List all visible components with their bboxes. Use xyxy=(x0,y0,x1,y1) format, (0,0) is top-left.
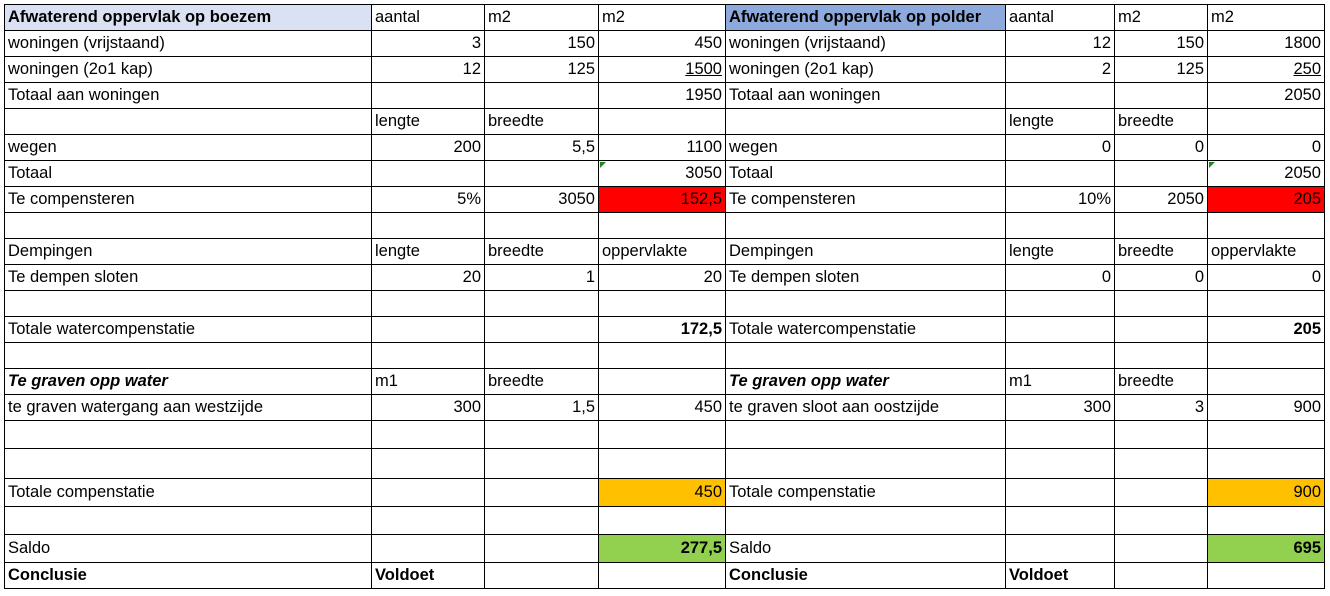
cell-boezem-col-b-row-9[interactable] xyxy=(372,213,485,239)
cell-polder-label-row-16[interactable] xyxy=(726,395,1006,421)
cell-polder-col-f-row-17[interactable] xyxy=(1006,421,1115,449)
cell-text: 5% xyxy=(457,190,481,209)
cell-polder-col-g-row-4[interactable] xyxy=(1115,83,1208,109)
cell-polder-col-g-row-1[interactable] xyxy=(1115,4,1208,31)
cell-polder-col-f-row-20[interactable] xyxy=(1006,507,1115,535)
cell-polder-col-g-row-11[interactable] xyxy=(1115,265,1208,291)
cell-text: woningen (2o1 kap) xyxy=(8,60,153,79)
cell-text: 1 xyxy=(585,268,595,287)
cell-polder-col-h-row-2[interactable] xyxy=(1208,31,1325,57)
cell-boezem-col-c-row-15[interactable] xyxy=(485,369,599,395)
cell-polder-col-h-row-4[interactable] xyxy=(1208,83,1325,109)
cell-polder-col-g-row-22[interactable] xyxy=(1115,563,1208,589)
cell-boezem-label-row-20[interactable] xyxy=(4,507,372,535)
cell-polder-col-f-row-16[interactable] xyxy=(1006,395,1115,421)
cell-text: 2050 xyxy=(1284,164,1321,183)
cell-boezem-label-row-15[interactable] xyxy=(4,369,372,395)
cell-boezem-col-c-row-20[interactable] xyxy=(485,507,599,535)
cell-boezem-col-c-row-2[interactable] xyxy=(485,31,599,57)
cell-text: lengte xyxy=(1009,112,1054,131)
cell-text: 150 xyxy=(567,34,595,53)
cell-text: Totale watercompenstatie xyxy=(8,320,196,339)
cell-boezem-col-d-row-15[interactable] xyxy=(599,369,726,395)
cell-boezem-col-d-row-12[interactable] xyxy=(599,291,726,317)
cell-text: Te compensteren xyxy=(729,190,856,209)
cell-boezem-col-b-row-13[interactable] xyxy=(372,317,485,343)
cell-boezem-label-row-4[interactable] xyxy=(4,83,372,109)
cell-boezem-col-c-row-19[interactable] xyxy=(485,479,599,507)
cell-text: Totaal xyxy=(729,164,774,183)
cell-polder-label-row-1[interactable] xyxy=(726,4,1006,31)
cell-boezem-col-d-row-22[interactable] xyxy=(599,563,726,589)
cell-text: aantal xyxy=(375,8,420,27)
cell-text: Voldoet xyxy=(1009,566,1069,585)
cell-polder-col-g-row-3[interactable] xyxy=(1115,57,1208,83)
cell-boezem-label-row-7[interactable] xyxy=(4,161,372,187)
cell-text: breedte xyxy=(488,112,544,131)
cell-polder-col-h-row-1[interactable] xyxy=(1208,4,1325,31)
cell-boezem-col-d-row-8[interactable] xyxy=(599,187,726,213)
cell-boezem-col-b-row-17[interactable] xyxy=(372,421,485,449)
cell-text: m2 xyxy=(602,8,625,27)
cell-polder-col-h-row-16[interactable] xyxy=(1208,395,1325,421)
cell-polder-col-g-row-7[interactable] xyxy=(1115,161,1208,187)
cell-text: Totaal aan woningen xyxy=(729,86,881,105)
cell-boezem-col-b-row-12[interactable] xyxy=(372,291,485,317)
cell-text: breedte xyxy=(1118,372,1174,391)
cell-boezem-col-c-row-13[interactable] xyxy=(485,317,599,343)
cell-boezem-col-b-row-1[interactable] xyxy=(372,4,485,31)
cell-text: lengte xyxy=(375,242,420,261)
cell-text: Dempingen xyxy=(729,242,814,261)
cell-boezem-col-d-row-7[interactable] xyxy=(599,161,726,187)
cell-text: 12 xyxy=(462,60,481,79)
cell-polder-label-row-21[interactable] xyxy=(726,535,1006,563)
cell-text: wegen xyxy=(729,138,778,157)
cell-text: 0 xyxy=(1311,268,1321,287)
cell-polder-col-g-row-20[interactable] xyxy=(1115,507,1208,535)
cell-text: Totale compenstatie xyxy=(729,483,876,502)
cell-text: 277,5 xyxy=(680,539,722,558)
cell-boezem-col-b-row-5[interactable] xyxy=(372,109,485,135)
cell-text: 3 xyxy=(1194,398,1204,417)
cell-boezem-label-row-14[interactable] xyxy=(4,343,372,369)
cell-polder-label-row-20[interactable] xyxy=(726,507,1006,535)
cell-text: 2050 xyxy=(1284,86,1321,105)
cell-boezem-label-row-21[interactable] xyxy=(4,535,372,563)
cell-text: 900 xyxy=(1293,398,1321,417)
cell-text: 1500 xyxy=(685,60,722,79)
cell-text: m2 xyxy=(1211,8,1234,27)
cell-text: te graven watergang aan westzijde xyxy=(8,398,263,417)
cell-text: lengte xyxy=(375,112,420,131)
cell-polder-col-h-row-14[interactable] xyxy=(1208,343,1325,369)
cell-boezem-col-b-row-19[interactable] xyxy=(372,479,485,507)
cell-text: m1 xyxy=(1009,372,1032,391)
cell-text: 3 xyxy=(471,34,481,53)
comment-marker-icon xyxy=(600,162,606,168)
cell-text: Voldoet xyxy=(375,566,435,585)
cell-text: Te graven opp water xyxy=(729,372,889,391)
cell-text: 450 xyxy=(694,34,722,53)
cell-text: wegen xyxy=(8,138,57,157)
cell-boezem-col-b-row-15[interactable] xyxy=(372,369,485,395)
cell-boezem-col-b-row-7[interactable] xyxy=(372,161,485,187)
cell-boezem-col-d-row-9[interactable] xyxy=(599,213,726,239)
cell-text: 2 xyxy=(1101,60,1111,79)
cell-polder-label-row-2[interactable] xyxy=(726,31,1006,57)
cell-polder-col-h-row-18[interactable] xyxy=(1208,449,1325,479)
cell-polder-col-f-row-3[interactable] xyxy=(1006,57,1115,83)
cell-polder-label-row-7[interactable] xyxy=(726,161,1006,187)
cell-text: 0 xyxy=(1311,138,1321,157)
cell-polder-col-f-row-12[interactable] xyxy=(1006,291,1115,317)
cell-text: 125 xyxy=(567,60,595,79)
cell-boezem-col-c-row-1[interactable] xyxy=(485,4,599,31)
cell-polder-col-h-row-20[interactable] xyxy=(1208,507,1325,535)
cell-text: 1,5 xyxy=(572,398,595,417)
cell-polder-col-f-row-9[interactable] xyxy=(1006,213,1115,239)
cell-boezem-col-c-row-11[interactable] xyxy=(485,265,599,291)
cell-boezem-col-b-row-22[interactable] xyxy=(372,563,485,589)
cell-text: 300 xyxy=(1083,398,1111,417)
cell-text: 172,5 xyxy=(680,320,722,339)
cell-boezem-col-b-row-21[interactable] xyxy=(372,535,485,563)
cell-boezem-col-c-row-8[interactable] xyxy=(485,187,599,213)
cell-boezem-col-b-row-18[interactable] xyxy=(372,449,485,479)
cell-boezem-col-c-row-12[interactable] xyxy=(485,291,599,317)
cell-polder-col-h-row-8[interactable] xyxy=(1208,187,1325,213)
cell-text: breedte xyxy=(1118,112,1174,131)
cell-text: m2 xyxy=(488,8,511,27)
cell-boezem-label-row-10[interactable] xyxy=(4,239,372,265)
cell-text: woningen (vrijstaand) xyxy=(8,34,165,53)
cell-boezem-label-row-6[interactable] xyxy=(4,135,372,161)
cell-text: m1 xyxy=(375,372,398,391)
cell-text: Conclusie xyxy=(729,566,808,585)
cell-polder-label-row-4[interactable] xyxy=(726,83,1006,109)
cell-polder-label-row-9[interactable] xyxy=(726,213,1006,239)
cell-polder-col-h-row-6[interactable] xyxy=(1208,135,1325,161)
cell-polder-col-h-row-7[interactable] xyxy=(1208,161,1325,187)
cell-boezem-col-d-row-16[interactable] xyxy=(599,395,726,421)
cell-polder-col-h-row-12[interactable] xyxy=(1208,291,1325,317)
cell-polder-col-g-row-5[interactable] xyxy=(1115,109,1208,135)
cell-polder-col-g-row-21[interactable] xyxy=(1115,535,1208,563)
cell-polder-col-g-row-17[interactable] xyxy=(1115,421,1208,449)
cell-text: 250 xyxy=(1293,60,1321,79)
cell-text: Dempingen xyxy=(8,242,93,261)
cell-text: 300 xyxy=(453,398,481,417)
cell-boezem-col-d-row-11[interactable] xyxy=(599,265,726,291)
cell-text: oppervlakte xyxy=(602,242,688,261)
cell-text: Te graven opp water xyxy=(8,372,168,391)
cell-boezem-col-c-row-21[interactable] xyxy=(485,535,599,563)
cell-boezem-col-d-row-10[interactable] xyxy=(599,239,726,265)
cell-text: 695 xyxy=(1293,539,1321,558)
cell-boezem-col-c-row-10[interactable] xyxy=(485,239,599,265)
cell-text: 450 xyxy=(694,483,722,502)
cell-polder-col-f-row-21[interactable] xyxy=(1006,535,1115,563)
cell-text: Totaal aan woningen xyxy=(8,86,160,105)
cell-text: 0 xyxy=(1101,268,1111,287)
cell-polder-col-f-row-2[interactable] xyxy=(1006,31,1115,57)
cell-polder-col-h-row-9[interactable] xyxy=(1208,213,1325,239)
cell-text: 1800 xyxy=(1284,34,1321,53)
cell-polder-col-g-row-10[interactable] xyxy=(1115,239,1208,265)
cell-boezem-label-row-8[interactable] xyxy=(4,187,372,213)
cell-boezem-col-b-row-20[interactable] xyxy=(372,507,485,535)
cell-text: te graven sloot aan oostzijde xyxy=(729,398,940,417)
cell-boezem-col-b-row-8[interactable] xyxy=(372,187,485,213)
cell-text: 0 xyxy=(1194,268,1204,287)
cell-polder-label-row-22[interactable] xyxy=(726,563,1006,589)
cell-text: Afwaterend oppervlak op polder xyxy=(729,8,982,27)
cell-text: 20 xyxy=(703,268,722,287)
cell-boezem-col-b-row-16[interactable] xyxy=(372,395,485,421)
cell-polder-label-row-6[interactable] xyxy=(726,135,1006,161)
cell-boezem-col-d-row-20[interactable] xyxy=(599,507,726,535)
cell-text: 1100 xyxy=(686,138,722,157)
cell-polder-col-g-row-6[interactable] xyxy=(1115,135,1208,161)
cell-boezem-col-b-row-11[interactable] xyxy=(372,265,485,291)
cell-polder-col-f-row-7[interactable] xyxy=(1006,161,1115,187)
cell-text: Totale compenstatie xyxy=(8,483,155,502)
cell-polder-label-row-5[interactable] xyxy=(726,109,1006,135)
cell-text: Te dempen sloten xyxy=(729,268,860,287)
cell-text: 1950 xyxy=(685,86,722,105)
cell-text: 5,5 xyxy=(572,138,595,157)
cell-text: 900 xyxy=(1293,483,1321,502)
cell-boezem-label-row-2[interactable] xyxy=(4,31,372,57)
cell-text: 205 xyxy=(1293,320,1321,339)
cell-text: 12 xyxy=(1092,34,1111,53)
cell-polder-col-h-row-13[interactable] xyxy=(1208,317,1325,343)
cell-polder-col-f-row-18[interactable] xyxy=(1006,449,1115,479)
cell-polder-col-h-row-3[interactable] xyxy=(1208,57,1325,83)
cell-boezem-label-row-22[interactable] xyxy=(4,563,372,589)
cell-boezem-col-d-row-4[interactable] xyxy=(599,83,726,109)
cell-text: breedte xyxy=(488,372,544,391)
cell-polder-label-row-12[interactable] xyxy=(726,291,1006,317)
cell-text: 0 xyxy=(1101,138,1111,157)
cell-text: Saldo xyxy=(729,539,772,558)
cell-text: 10% xyxy=(1077,190,1111,209)
cell-text: Te compensteren xyxy=(8,190,135,209)
cell-text: Afwaterend oppervlak op boezem xyxy=(8,8,272,27)
cell-boezem-col-b-row-14[interactable] xyxy=(372,343,485,369)
cell-boezem-col-c-row-3[interactable] xyxy=(485,57,599,83)
cell-boezem-label-row-11[interactable] xyxy=(4,265,372,291)
cell-boezem-col-c-row-6[interactable] xyxy=(485,135,599,161)
cell-polder-col-g-row-15[interactable] xyxy=(1115,369,1208,395)
cell-boezem-col-d-row-2[interactable] xyxy=(599,31,726,57)
cell-text: 3050 xyxy=(558,190,595,209)
cell-polder-col-g-row-18[interactable] xyxy=(1115,449,1208,479)
cell-polder-col-f-row-5[interactable] xyxy=(1006,109,1115,135)
cell-text: 205 xyxy=(1293,190,1321,209)
cell-polder-col-g-row-14[interactable] xyxy=(1115,343,1208,369)
cell-text: 125 xyxy=(1176,60,1204,79)
cell-boezem-col-c-row-7[interactable] xyxy=(485,161,599,187)
cell-text: breedte xyxy=(488,242,544,261)
cell-boezem-label-row-17[interactable] xyxy=(4,421,372,449)
cell-boezem-label-row-13[interactable] xyxy=(4,317,372,343)
cell-polder-col-f-row-4[interactable] xyxy=(1006,83,1115,109)
cell-boezem-col-d-row-6[interactable] xyxy=(599,135,726,161)
cell-polder-label-row-8[interactable] xyxy=(726,187,1006,213)
cell-polder-label-row-3[interactable] xyxy=(726,57,1006,83)
cell-boezem-col-c-row-22[interactable] xyxy=(485,563,599,589)
cell-polder-col-f-row-15[interactable] xyxy=(1006,369,1115,395)
cell-boezem-col-b-row-10[interactable] xyxy=(372,239,485,265)
cell-boezem-col-d-row-13[interactable] xyxy=(599,317,726,343)
cell-boezem-col-d-row-17[interactable] xyxy=(599,421,726,449)
cell-polder-col-g-row-2[interactable] xyxy=(1115,31,1208,57)
cell-boezem-col-c-row-9[interactable] xyxy=(485,213,599,239)
cell-polder-label-row-15[interactable] xyxy=(726,369,1006,395)
cell-boezem-col-b-row-2[interactable] xyxy=(372,31,485,57)
cell-polder-col-h-row-17[interactable] xyxy=(1208,421,1325,449)
cell-boezem-col-d-row-21[interactable] xyxy=(599,535,726,563)
cell-boezem-col-c-row-18[interactable] xyxy=(485,449,599,479)
cell-text: lengte xyxy=(1009,242,1054,261)
cell-boezem-col-c-row-16[interactable] xyxy=(485,395,599,421)
cell-polder-col-h-row-19[interactable] xyxy=(1208,479,1325,507)
cell-polder-col-f-row-19[interactable] xyxy=(1006,479,1115,507)
cell-polder-col-h-row-10[interactable] xyxy=(1208,239,1325,265)
cell-boezem-label-row-18[interactable] xyxy=(4,449,372,479)
cell-text: 450 xyxy=(694,398,722,417)
cell-text: 150 xyxy=(1176,34,1204,53)
cell-boezem-label-row-3[interactable] xyxy=(4,57,372,83)
cell-boezem-col-b-row-3[interactable] xyxy=(372,57,485,83)
cell-text: aantal xyxy=(1009,8,1054,27)
cell-polder-col-g-row-13[interactable] xyxy=(1115,317,1208,343)
cell-polder-label-row-18[interactable] xyxy=(726,449,1006,479)
cell-text: Totaal xyxy=(8,164,53,183)
cell-text: m2 xyxy=(1118,8,1141,27)
cell-boezem-col-c-row-14[interactable] xyxy=(485,343,599,369)
cell-text: Conclusie xyxy=(8,566,87,585)
cell-polder-col-f-row-11[interactable] xyxy=(1006,265,1115,291)
cell-text: 200 xyxy=(453,138,481,157)
comment-marker-icon xyxy=(1209,162,1215,168)
cell-text: woningen (vrijstaand) xyxy=(729,34,886,53)
cell-polder-col-f-row-6[interactable] xyxy=(1006,135,1115,161)
cell-boezem-label-row-1[interactable] xyxy=(4,4,372,31)
cell-text: 3050 xyxy=(685,164,722,183)
cell-polder-col-h-row-22[interactable] xyxy=(1208,563,1325,589)
cell-boezem-col-d-row-14[interactable] xyxy=(599,343,726,369)
cell-text: Te dempen sloten xyxy=(8,268,139,287)
cell-boezem-col-d-row-18[interactable] xyxy=(599,449,726,479)
cell-boezem-label-row-19[interactable] xyxy=(4,479,372,507)
cell-polder-col-g-row-8[interactable] xyxy=(1115,187,1208,213)
cell-polder-col-f-row-14[interactable] xyxy=(1006,343,1115,369)
cell-polder-col-g-row-19[interactable] xyxy=(1115,479,1208,507)
cell-text: Saldo xyxy=(8,539,51,558)
cell-boezem-label-row-16[interactable] xyxy=(4,395,372,421)
cell-polder-col-f-row-13[interactable] xyxy=(1006,317,1115,343)
cell-text: 152,5 xyxy=(680,190,722,209)
cell-polder-col-f-row-10[interactable] xyxy=(1006,239,1115,265)
cell-text: 2050 xyxy=(1167,190,1204,209)
cell-polder-label-row-11[interactable] xyxy=(726,265,1006,291)
cell-boezem-label-row-5[interactable] xyxy=(4,109,372,135)
cell-polder-col-g-row-16[interactable] xyxy=(1115,395,1208,421)
cell-text: 20 xyxy=(462,268,481,287)
cell-boezem-col-b-row-4[interactable] xyxy=(372,83,485,109)
cell-polder-col-f-row-1[interactable] xyxy=(1006,4,1115,31)
cell-boezem-col-d-row-1[interactable] xyxy=(599,4,726,31)
cell-polder-label-row-17[interactable] xyxy=(726,421,1006,449)
cell-boezem-col-b-row-6[interactable] xyxy=(372,135,485,161)
cell-polder-col-f-row-22[interactable] xyxy=(1006,563,1115,589)
cell-polder-label-row-19[interactable] xyxy=(726,479,1006,507)
cell-boezem-col-d-row-3[interactable] xyxy=(599,57,726,83)
cell-polder-col-f-row-8[interactable] xyxy=(1006,187,1115,213)
cell-polder-label-row-10[interactable] xyxy=(726,239,1006,265)
cell-text: Totale watercompenstatie xyxy=(729,320,917,339)
cell-boezem-col-d-row-5[interactable] xyxy=(599,109,726,135)
cell-polder-col-h-row-11[interactable] xyxy=(1208,265,1325,291)
cell-boezem-label-row-12[interactable] xyxy=(4,291,372,317)
cell-text: woningen (2o1 kap) xyxy=(729,60,874,79)
cell-boezem-col-c-row-5[interactable] xyxy=(485,109,599,135)
cell-polder-label-row-14[interactable] xyxy=(726,343,1006,369)
cell-polder-col-g-row-9[interactable] xyxy=(1115,213,1208,239)
cell-text: oppervlakte xyxy=(1211,242,1297,261)
cell-polder-col-h-row-5[interactable] xyxy=(1208,109,1325,135)
cell-boezem-col-d-row-19[interactable] xyxy=(599,479,726,507)
cell-polder-label-row-13[interactable] xyxy=(726,317,1006,343)
cell-boezem-col-c-row-17[interactable] xyxy=(485,421,599,449)
cell-text: breedte xyxy=(1118,242,1174,261)
cell-text: 0 xyxy=(1194,138,1204,157)
cell-polder-col-h-row-15[interactable] xyxy=(1208,369,1325,395)
cell-polder-col-g-row-12[interactable] xyxy=(1115,291,1208,317)
cell-boezem-col-c-row-4[interactable] xyxy=(485,83,599,109)
cell-polder-col-h-row-21[interactable] xyxy=(1208,535,1325,563)
cell-boezem-label-row-9[interactable] xyxy=(4,213,372,239)
